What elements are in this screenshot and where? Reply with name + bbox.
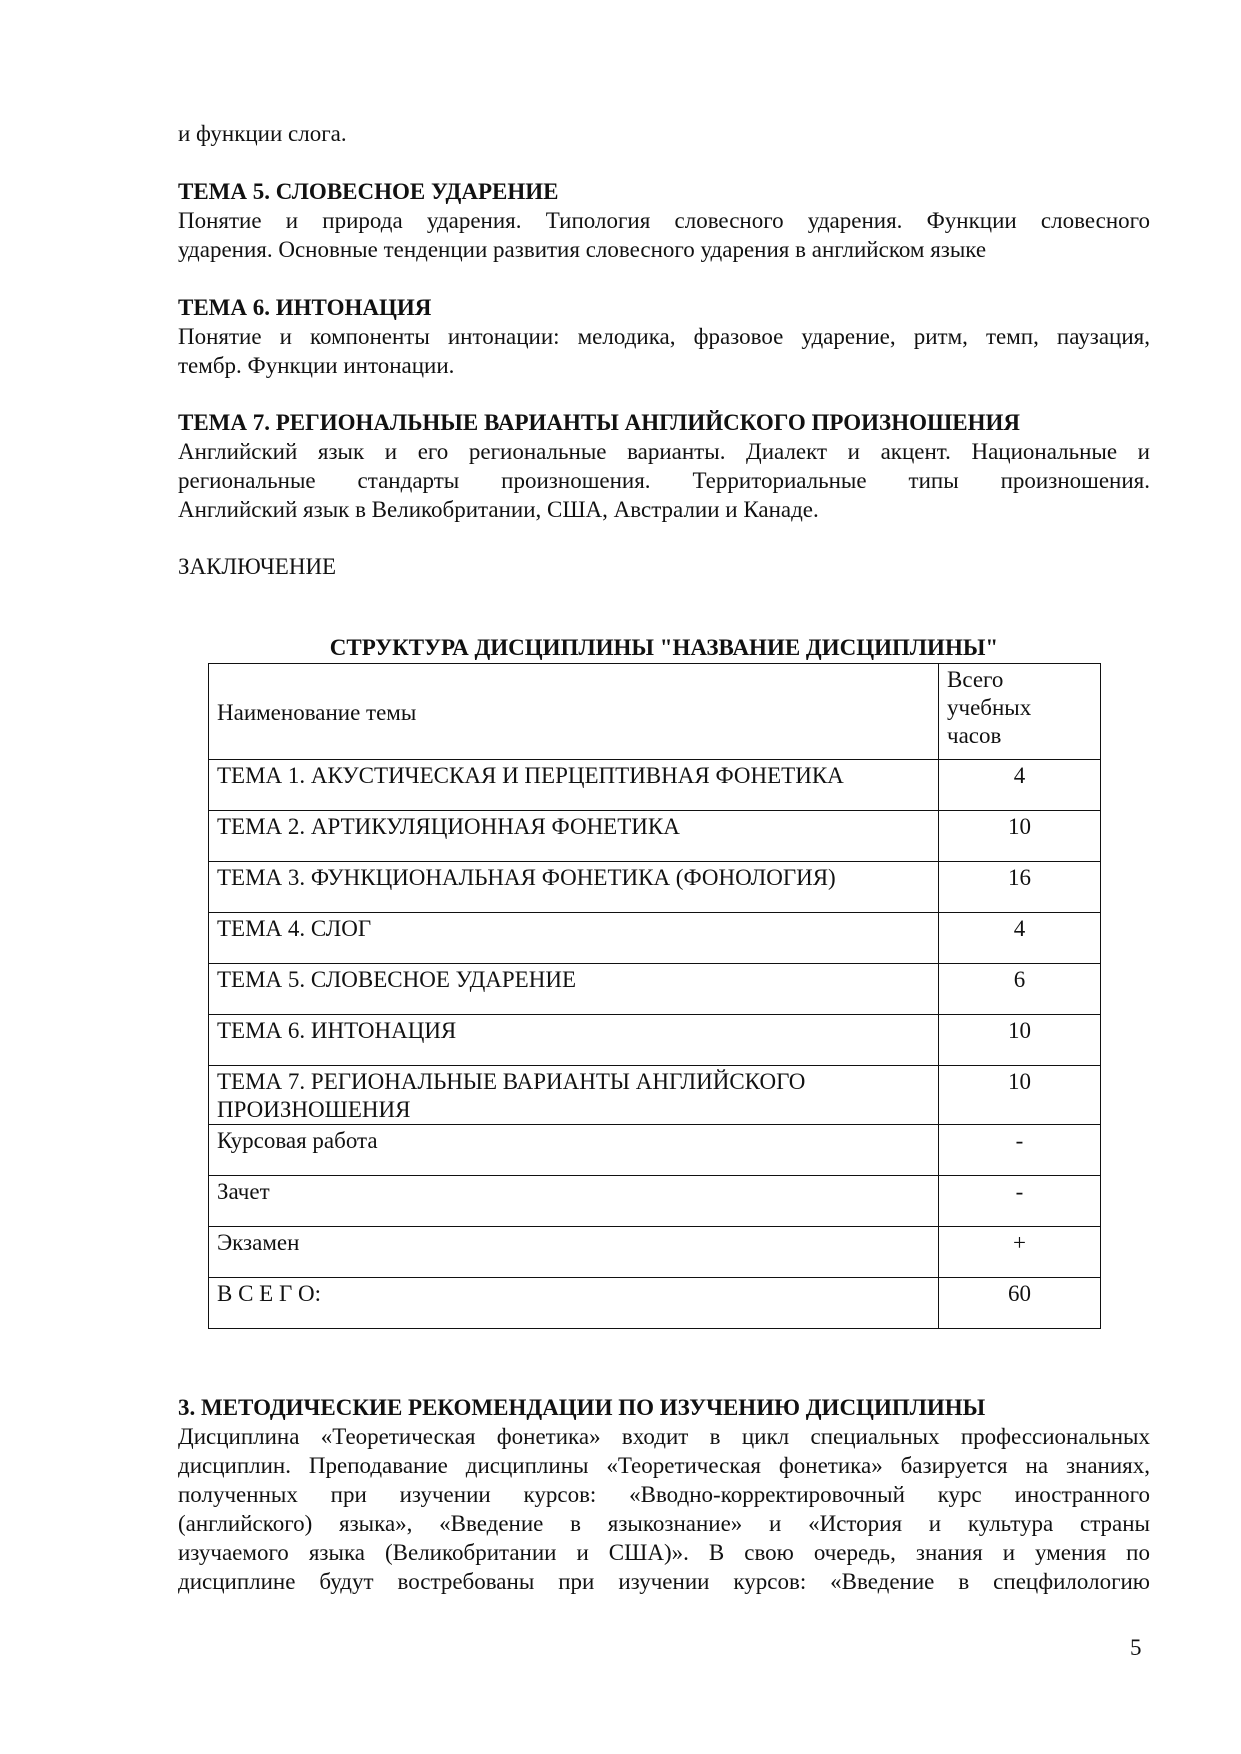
header-hours-line: учебных: [947, 695, 1032, 720]
section-heading: ТЕМА 7. РЕГИОНАЛЬНЫЕ ВАРИАНТЫ АНГЛИЙСКОГО ПРОИЗНОШЕНИЯ: [178, 410, 1020, 435]
body-line: Понятие и природа ударения. Типология словесного ударения. Функции словесного: [178, 208, 1150, 233]
hours-cell: 4: [939, 760, 1101, 811]
section-topic-5: [178, 177, 1150, 264]
hours-cell: 4: [939, 913, 1101, 964]
table-title: СТРУКТУРА ДИСЦИПЛИНЫ "НАЗВАНИЕ ДИСЦИПЛИНЫ": [329, 635, 999, 660]
topic-name-cell: [209, 1066, 939, 1125]
body-line: Английский язык и его региональные варианты. Диалект и акцент. Национальные и: [178, 439, 1150, 464]
hours-cell: 10: [939, 1015, 1101, 1066]
table-total-row: [209, 1278, 1101, 1329]
section-methodical-recommendations: [178, 1393, 1150, 1596]
section-topic-7: [178, 408, 1150, 524]
intro-tail-text: и функции слога.: [178, 121, 347, 146]
table-row: [209, 1227, 1101, 1278]
topic-name-cell: ТЕМА 3. ФУНКЦИОНАЛЬНАЯ ФОНЕТИКА (ФОНОЛОГИЯ): [209, 862, 939, 913]
section-topic-6: [178, 293, 1150, 380]
hours-cell: +: [939, 1227, 1101, 1278]
header-total-hours: [939, 664, 1101, 760]
table-row: [209, 1176, 1101, 1227]
total-label-cell: В С Е Г О:: [209, 1278, 939, 1329]
hours-cell: 16: [939, 862, 1101, 913]
total-hours-cell: 60: [939, 1278, 1101, 1329]
body-line: полученных при изучении курсов: «Вводно-корректировочный курс иностранного: [178, 1482, 1150, 1507]
page-number: 5: [1130, 1635, 1142, 1660]
header-topic-name: Наименование темы: [209, 664, 939, 760]
topic-name-cell: ТЕМА 6. ИНТОНАЦИЯ: [209, 1015, 939, 1066]
hours-cell: 10: [939, 811, 1101, 862]
body-line: Дисциплина «Теоретическая фонетика» входит в цикл специальных профессиональных: [178, 1424, 1150, 1449]
topic-name-cell: ТЕМА 2. АРТИКУЛЯЦИОННАЯ ФОНЕТИКА: [209, 811, 939, 862]
table-row: [209, 1066, 1101, 1125]
body-line: ударения. Основные тенденции развития словесного ударения в английском языке: [178, 237, 987, 262]
body-line: дисциплин. Преподавание дисциплины «Теоретическая фонетика» базируется на знаниях,: [178, 1453, 1150, 1478]
topic-name-cell: ТЕМА 5. СЛОВЕСНОЕ УДАРЕНИЕ: [209, 964, 939, 1015]
topic-name-line: ТЕМА 7. РЕГИОНАЛЬНЫЕ ВАРИАНТЫ АНГЛИЙСКОГО: [217, 1069, 806, 1094]
hours-cell: 10: [939, 1066, 1101, 1125]
topic-name-cell: ТЕМА 4. СЛОГ: [209, 913, 939, 964]
header-hours-line: часов: [947, 723, 1002, 748]
topic-name-cell: Экзамен: [209, 1227, 939, 1278]
table-row: [209, 811, 1101, 862]
intro-tail: [178, 119, 1150, 148]
discipline-structure-table: [208, 663, 1101, 1329]
body-line: тембр. Функции интонации.: [178, 353, 455, 378]
section-heading: ТЕМА 6. ИНТОНАЦИЯ: [178, 295, 432, 320]
hours-cell: -: [939, 1176, 1101, 1227]
table-row: [209, 862, 1101, 913]
body-line: дисциплине будут востребованы при изучении курсов: «Введение в спецфилологию: [178, 1569, 1150, 1594]
body-line: изучаемого языка (Великобритании и США)». В свою очередь, знания и умения по: [178, 1540, 1150, 1565]
table-header-row: [209, 664, 1101, 760]
topic-name-line: ПРОИЗНОШЕНИЯ: [217, 1097, 411, 1122]
header-hours-line: Всего: [947, 667, 1004, 692]
topic-name-cell: Курсовая работа: [209, 1125, 939, 1176]
table-row: [209, 964, 1101, 1015]
topic-name-cell: Зачет: [209, 1176, 939, 1227]
body-line: региональные стандарты произношения. Территориальные типы произношения.: [178, 468, 1150, 493]
section-heading: 3. МЕТОДИЧЕСКИЕ РЕКОМЕНДАЦИИ ПО ИЗУЧЕНИЮ ДИСЦИПЛИНЫ: [178, 1395, 986, 1420]
body-line: (английского) языка», «Введение в языкознание» и «История и культура страны: [178, 1511, 1150, 1536]
conclusion: [178, 552, 1150, 581]
section-heading: ТЕМА 5. СЛОВЕСНОЕ УДАРЕНИЕ: [178, 179, 559, 204]
table-row: [209, 913, 1101, 964]
table-row: [209, 760, 1101, 811]
hours-cell: 6: [939, 964, 1101, 1015]
conclusion-text: ЗАКЛЮЧЕНИЕ: [178, 554, 337, 579]
hours-cell: -: [939, 1125, 1101, 1176]
body-line: Английский язык в Великобритании, США, Австралии и Канаде.: [178, 497, 819, 522]
table-row: [209, 1015, 1101, 1066]
topic-name-cell: ТЕМА 1. АКУСТИЧЕСКАЯ И ПЕРЦЕПТИВНАЯ ФОНЕТИКА: [209, 760, 939, 811]
body-line: Понятие и компоненты интонации: мелодика, фразовое ударение, ритм, темп, паузация,: [178, 324, 1150, 349]
table-row: [209, 1125, 1101, 1176]
